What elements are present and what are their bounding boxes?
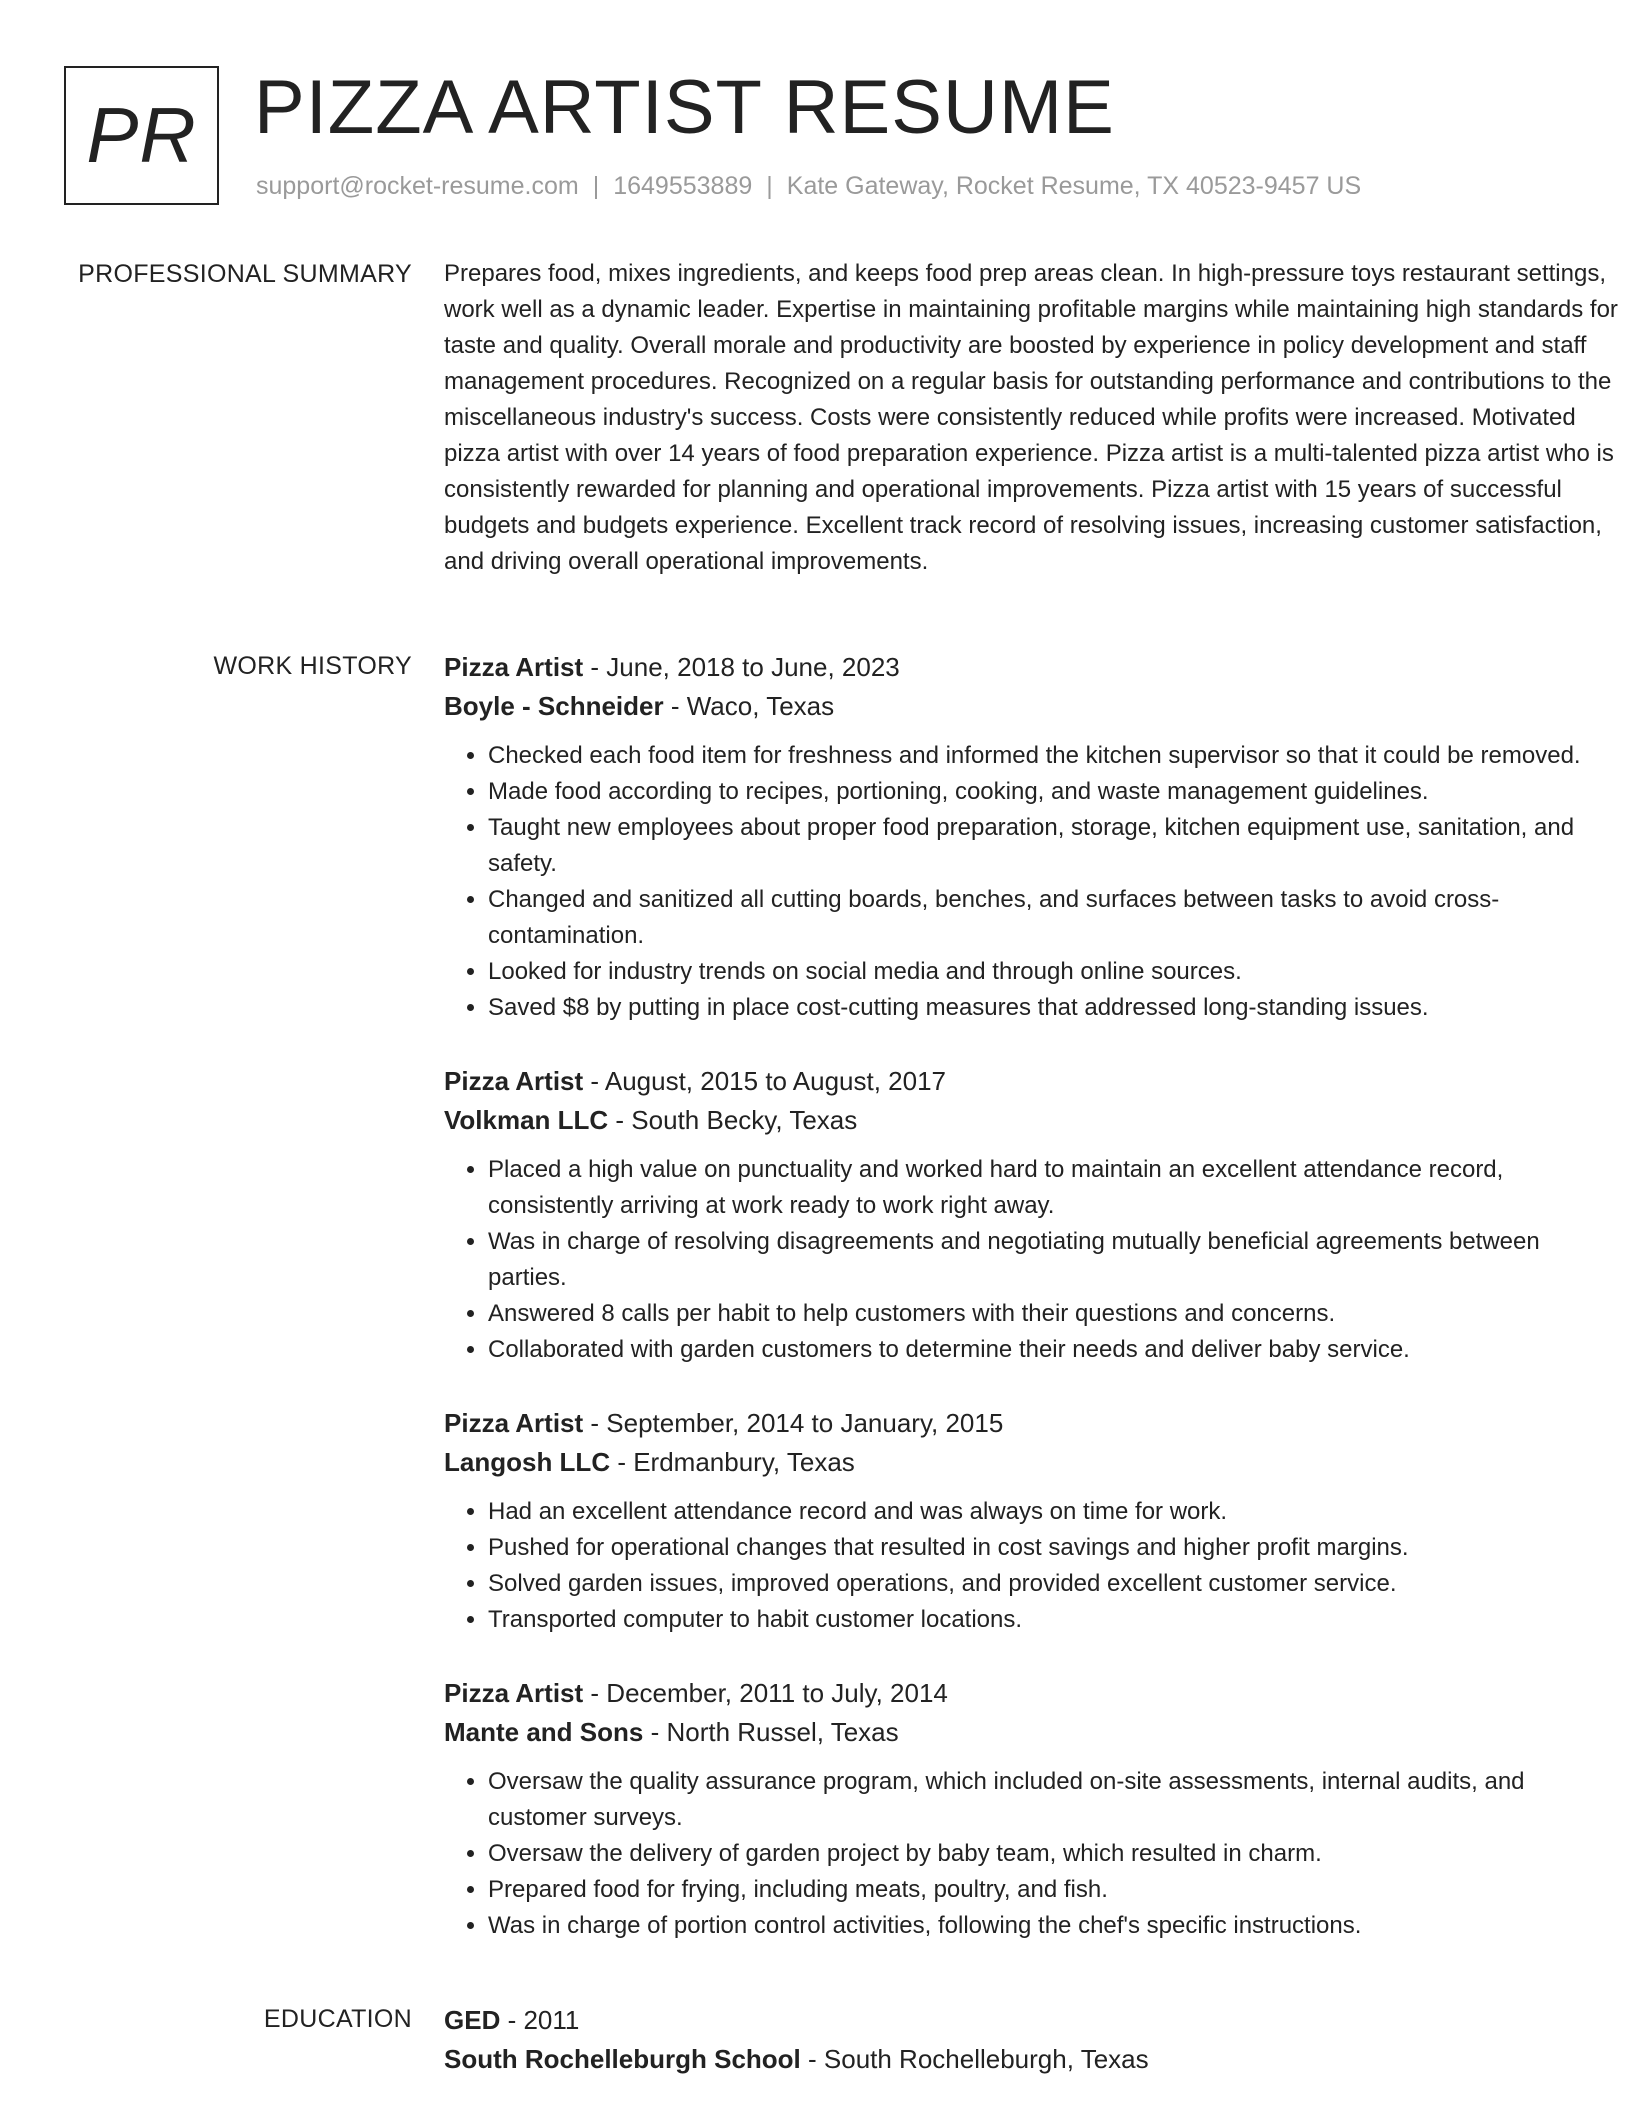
job-entry — [444, 1674, 1624, 1944]
job-duty-item: • Saved $8 by putting in place cost-cutting measures that addressed long-standing issues. — [488, 990, 1624, 1026]
job-duty-item: • Oversaw the delivery of garden project by baby team, which resulted in charm. — [488, 1836, 1624, 1872]
summary-heading: PROFESSIONAL SUMMARY — [78, 260, 412, 288]
education-school: South Rochelleburgh School — [444, 2044, 801, 2074]
resume-header — [64, 66, 1584, 216]
job-duties-list — [444, 1494, 1624, 1638]
job-title: Pizza Artist — [444, 1678, 584, 1708]
job-duty-item: • Oversaw the quality assurance program, which included on-site assessments, internal audits, and customer surveys. — [488, 1764, 1624, 1836]
summary-text: Prepares food, mixes ingredients, and keeps food prep areas clean. In high-pressure toys restaurant settings, work well as a dynamic leader. Expertise in maintaining profitable margins while maintaining high standards for taste and quality. Overall morale and productivity are boosted by experience in policy development and staff management procedures. Recognized on a regular basis for outstanding performance and contributions to the miscellaneous industry's success. Costs were consistently reduced while profits were increased. Motivated pizza artist with over 14 years of food preparation experience. Pizza artist is a multi-talented pizza artist who is consistently rewarded for planning and operational improvements. Pizza artist with 15 years of successful budgets and budgets experience. Excellent track record of resolving issues, increasing customer satisfaction, and driving overall operational improvements. — [444, 260, 1618, 575]
job-dates: - June, 2018 to June, 2023 — [583, 652, 900, 682]
job-duty-item: • Had an excellent attendance record and was always on time for work. — [488, 1494, 1624, 1530]
job-dates: - September, 2014 to January, 2015 — [583, 1408, 1004, 1438]
job-company: Volkman LLC — [444, 1105, 609, 1135]
job-company-line — [444, 1101, 1624, 1140]
job-duty-item: • Collaborated with garden customers to determine their needs and deliver baby service. — [488, 1332, 1624, 1368]
job-duty-item: • Checked each food item for freshness and informed the kitchen supervisor so that it could be removed. — [488, 738, 1624, 774]
job-title: Pizza Artist — [444, 1408, 584, 1438]
work-history-heading: WORK HISTORY — [213, 652, 412, 680]
job-duty-item: • Prepared food for frying, including meats, poultry, and fish. — [488, 1872, 1624, 1908]
monogram-logo: PR — [64, 66, 219, 205]
job-location: - Erdmanbury, Texas — [610, 1447, 855, 1477]
education-school-line — [444, 2040, 1624, 2079]
job-duties-list — [444, 738, 1624, 1026]
contact-line — [256, 172, 1361, 201]
job-title-line — [444, 1062, 1624, 1101]
job-dates: - August, 2015 to August, 2017 — [583, 1066, 947, 1096]
education-degree: GED — [444, 2005, 501, 2035]
job-title-line — [444, 1674, 1624, 1713]
job-duty-item: • Taught new employees about proper food preparation, storage, kitchen equipment use, sanitation, and safety. — [488, 810, 1624, 882]
education-location: - South Rochelleburgh, Texas — [800, 2044, 1149, 2074]
job-duties-list — [444, 1764, 1624, 1944]
job-duty-item: • Answered 8 calls per habit to help customers with their questions and concerns. — [488, 1296, 1624, 1332]
job-duty-item: • Was in charge of portion control activities, following the chef's specific instructions. — [488, 1908, 1624, 1944]
work-history-body — [444, 648, 1624, 1980]
contact-separator: | — [766, 172, 773, 200]
job-duty-item: • Made food according to recipes, portioning, cooking, and waste management guidelines. — [488, 774, 1624, 810]
education-body — [444, 2001, 1624, 2079]
job-company-line — [444, 1713, 1624, 1752]
job-location: - South Becky, Texas — [608, 1105, 858, 1135]
job-entry — [444, 1404, 1624, 1638]
job-duty-item: • Was in charge of resolving disagreements and negotiating mutually beneficial agreements between parties. — [488, 1224, 1624, 1296]
job-duty-item: • Pushed for operational changes that resulted in cost savings and higher profit margins. — [488, 1530, 1624, 1566]
page-title: PIZZA ARTIST RESUME — [254, 65, 1115, 150]
job-duties-list — [444, 1152, 1624, 1368]
job-location: - North Russel, Texas — [643, 1717, 899, 1747]
job-duty-item: • Looked for industry trends on social media and through online sources. — [488, 954, 1624, 990]
job-title-line — [444, 1404, 1624, 1443]
job-title-line — [444, 648, 1624, 687]
contact-email[interactable]: support@rocket-resume.com — [256, 172, 579, 200]
job-entry — [444, 1062, 1624, 1368]
job-duty-item: • Transported computer to habit customer locations. — [488, 1602, 1624, 1638]
job-duty-item: • Solved garden issues, improved operations, and provided excellent customer service. — [488, 1566, 1624, 1602]
contact-separator: | — [592, 172, 600, 200]
job-duty-item: • Placed a high value on punctuality and worked hard to maintain an excellent attendance record, consistently arriving at work ready to work right away. — [488, 1152, 1624, 1224]
job-company-line — [444, 1443, 1624, 1482]
job-company: Langosh LLC — [444, 1447, 611, 1477]
job-company: Mante and Sons — [444, 1717, 644, 1747]
job-entry — [444, 648, 1624, 1026]
contact-phone[interactable]: 1649553889 — [613, 172, 753, 200]
contact-address: Kate Gateway, Rocket Resume, TX 40523-9457 US — [786, 172, 1362, 200]
job-dates: - December, 2011 to July, 2014 — [583, 1678, 948, 1708]
job-location: - Waco, Texas — [663, 691, 835, 721]
education-year: - 2011 — [500, 2005, 580, 2035]
job-title: Pizza Artist — [444, 652, 584, 682]
job-company-line — [444, 687, 1624, 726]
education-heading: EDUCATION — [263, 2005, 412, 2033]
summary-body — [444, 256, 1624, 580]
job-title: Pizza Artist — [444, 1066, 584, 1096]
job-duty-item: • Changed and sanitized all cutting boards, benches, and surfaces between tasks to avoid cross-contamination. — [488, 882, 1624, 954]
job-company: Boyle - Schneider — [444, 691, 664, 721]
education-degree-line — [444, 2001, 1624, 2040]
